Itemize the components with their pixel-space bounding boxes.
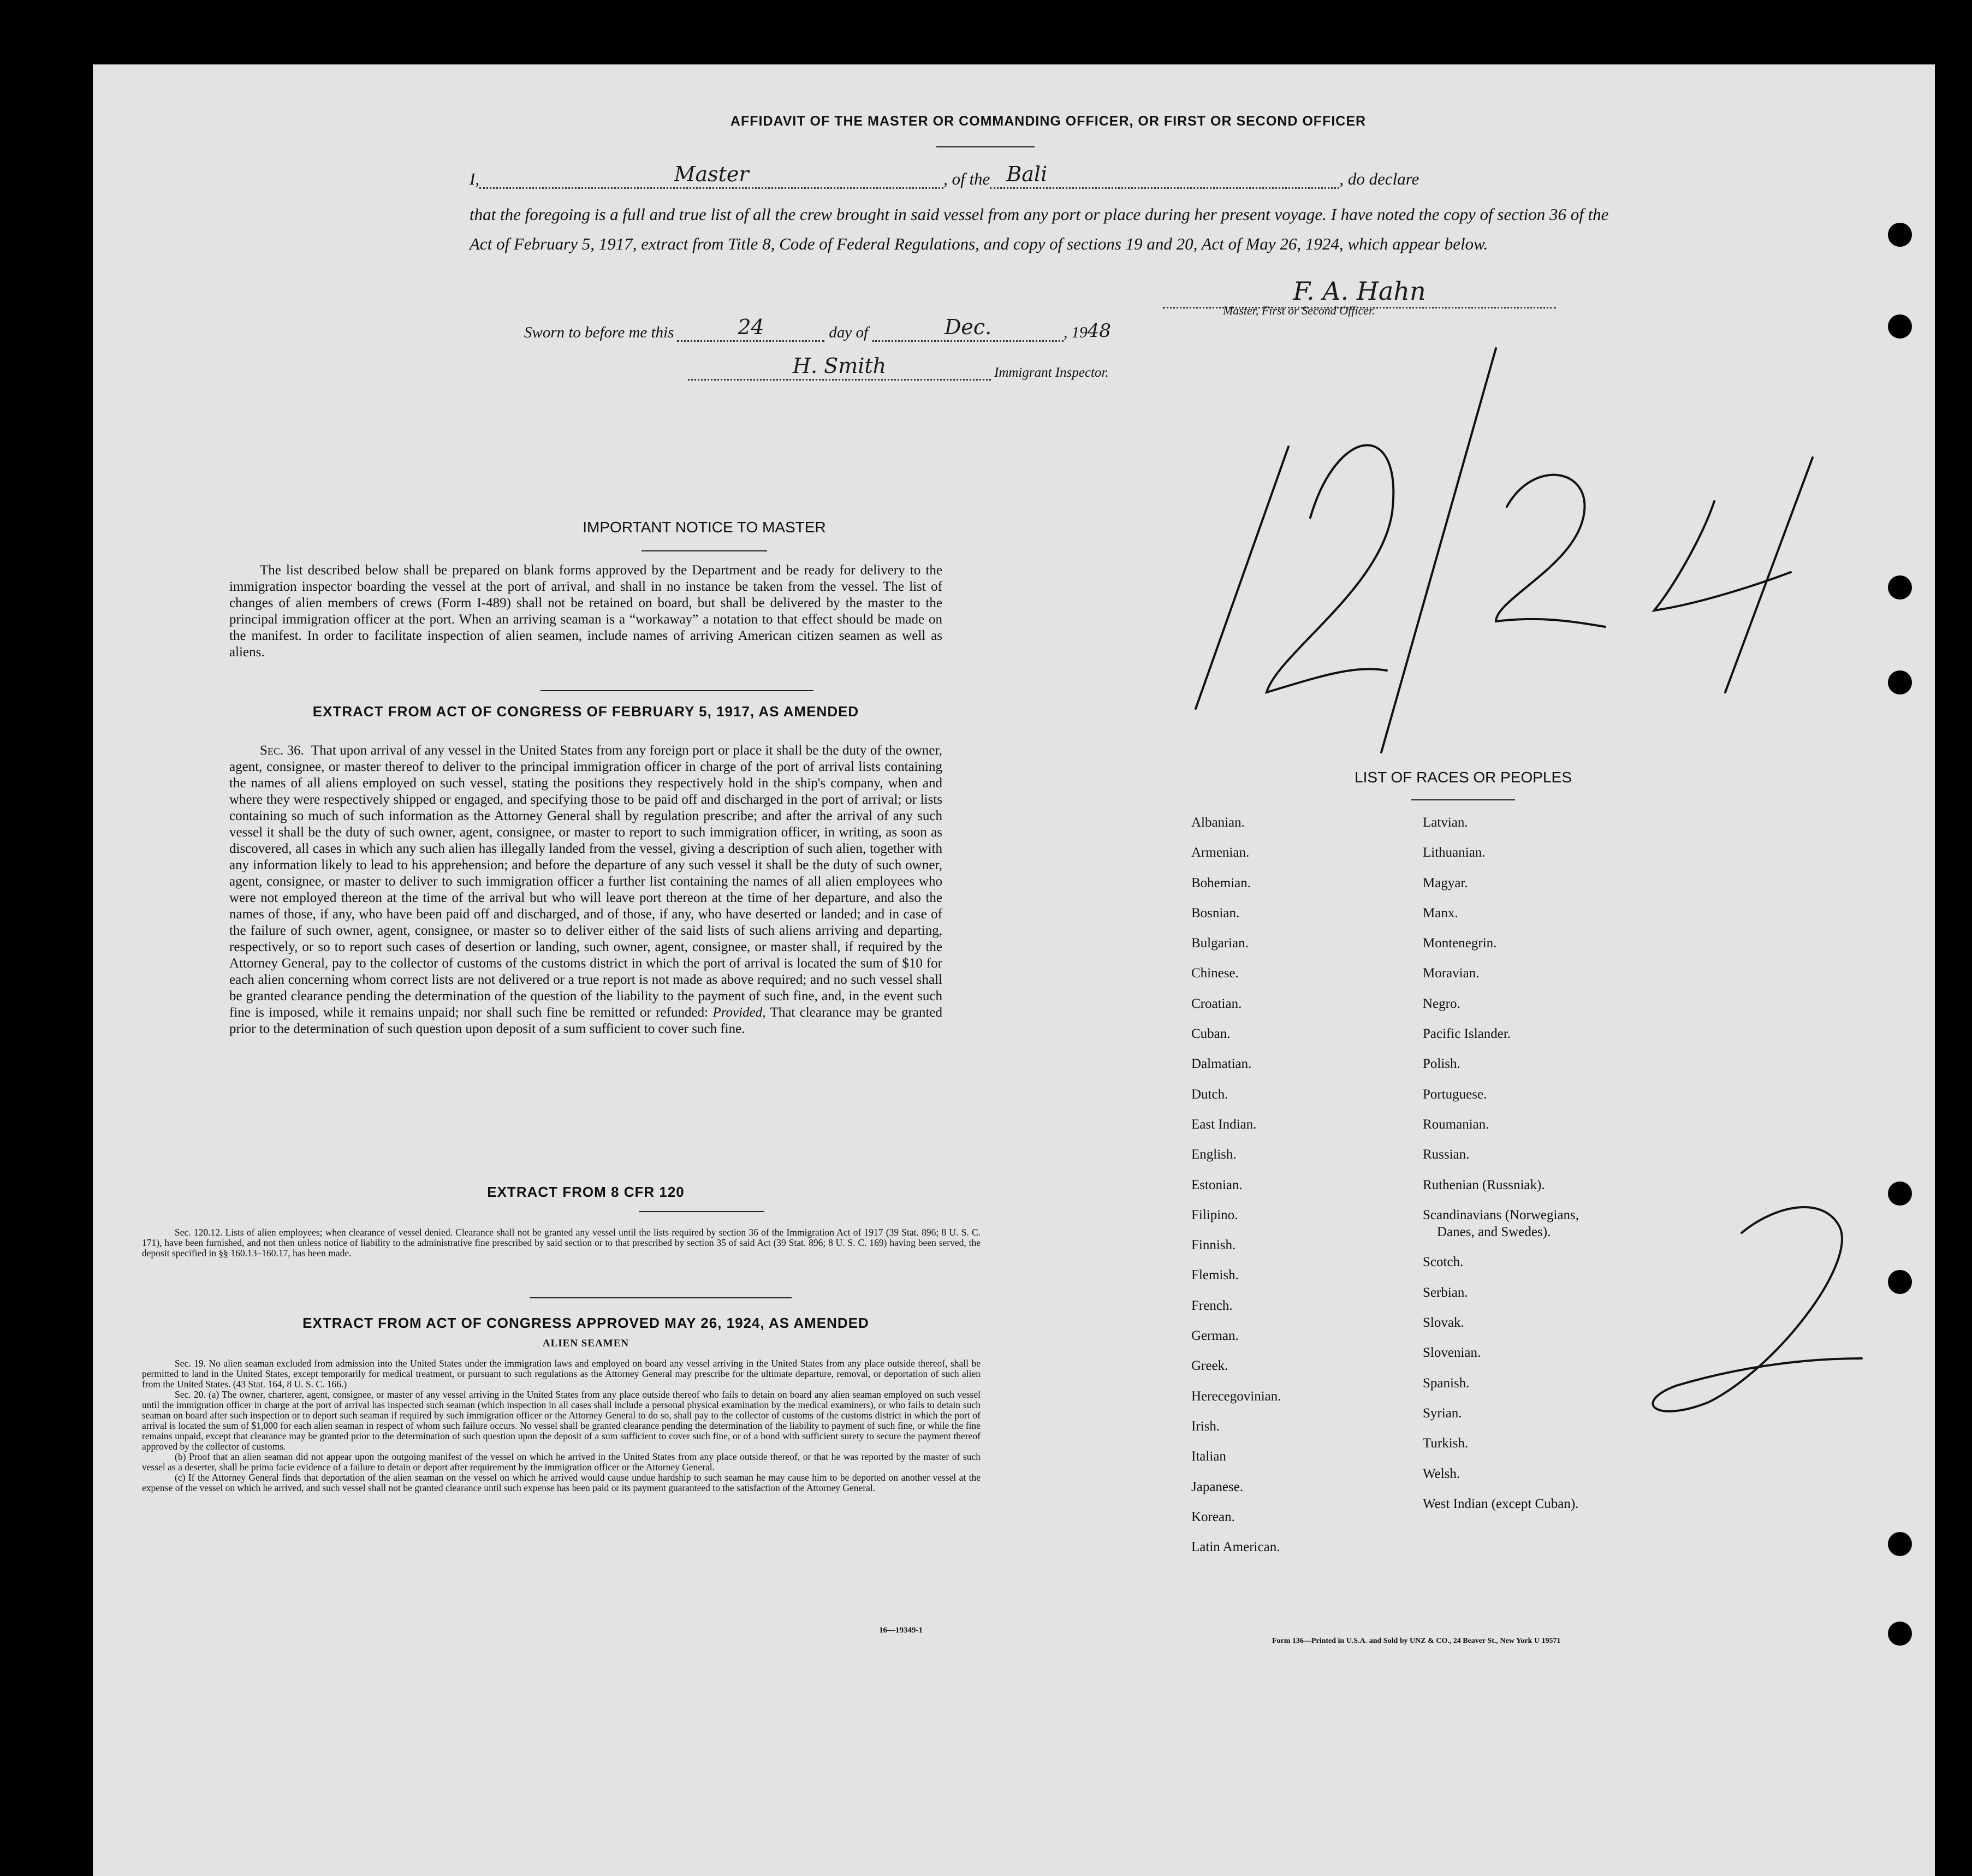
race-item: Cuban. xyxy=(1191,1026,1231,1042)
handwritten-stroke xyxy=(1496,475,1605,627)
signature-caption: Master, First or Second Officer. xyxy=(1223,304,1375,317)
i-label: I, xyxy=(470,169,480,188)
declaration-fill-row xyxy=(470,162,1419,189)
race-item: Scandinavians (Norwegians, xyxy=(1423,1207,1579,1222)
races-left-column xyxy=(1191,815,1281,1570)
sec-36-label: Sec. 36. xyxy=(260,743,304,758)
form-code: 16—19349-1 xyxy=(879,1626,923,1635)
handwritten-page-number-mark xyxy=(1567,1151,1873,1440)
punch-hole xyxy=(1888,1532,1912,1556)
race-item: English. xyxy=(1191,1147,1237,1162)
extract-1924-title: EXTRACT FROM ACT OF CONGRESS APPROVED MAY 26, 1924, AS AMENDED xyxy=(302,1315,869,1331)
provided-label: Provided, xyxy=(712,1005,766,1020)
notice-body: The list described below shall be prepared on blank forms approved by the Department and be ready for delivery to the immigration inspector boarding the vessel at the port of arrival, and shall in no instance be taken from the vessel. The list of changes of alien members of crews (Form I-489) shall not be retained on board, but shall be delivered by the master to the principal immigration officer at the port. When an arriving seaman is a “workaway” a notation to that effect should be made on the manifest. In order to facilitate inspection of alien seamen, include names of arriving American citizen seamen as well as aliens. xyxy=(229,563,942,660)
race-item: Latvian. xyxy=(1423,815,1468,830)
sec-20c-text: (c) If the Attorney General finds that deportation of the alien seaman on the vessel on which he arrived would cause undue hardship to such seaman he may cause him to be deported on another vessel at the expense of the vessel on which he arrived, and such vessel shall not be granted clearance until such expense has been paid or its payment guaranteed to the satisfaction of the Attorney General. xyxy=(142,1472,981,1493)
race-item: Magyar. xyxy=(1423,875,1468,890)
race-item: Croatian. xyxy=(1191,996,1242,1011)
year-prefix: , 19 xyxy=(1064,324,1088,341)
race-item: Finnish. xyxy=(1191,1238,1236,1253)
race-item: Greek. xyxy=(1191,1358,1228,1374)
race-item: Portuguese. xyxy=(1423,1087,1487,1102)
race-item: East Indian. xyxy=(1191,1117,1257,1132)
vessel-handwriting: Bali xyxy=(1006,162,1048,186)
handwritten-stroke xyxy=(1654,501,1791,610)
extract-1917-title: EXTRACT FROM ACT OF CONGRESS OF FEBRUARY 5, 1917, AS AMENDED xyxy=(312,703,859,720)
day-field xyxy=(677,315,824,342)
handwritten-stroke xyxy=(1267,445,1393,692)
race-item: Roumanian. xyxy=(1423,1117,1489,1132)
race-item: Dutch. xyxy=(1191,1087,1228,1102)
inspector-field xyxy=(688,354,991,381)
punch-hole xyxy=(1888,670,1912,694)
race-item: Ruthenian (Russniak). xyxy=(1423,1177,1545,1192)
month-handwriting: Dec. xyxy=(944,315,992,339)
punch-hole xyxy=(1888,223,1912,247)
notice-divider xyxy=(642,550,767,551)
race-item: Slovenian. xyxy=(1423,1345,1481,1361)
race-item: Pacific Islander. xyxy=(1423,1026,1511,1042)
handwritten-stroke xyxy=(1381,348,1496,752)
race-item: Negro. xyxy=(1423,996,1460,1011)
race-item: Albanian. xyxy=(1191,815,1245,830)
extract-cfr-body: Sec. 120.12. Lists of alien employees; when clearance of vessel denied. Clearance shall not be granted any vessel until the lists required by section 36 of the Immigration Act of 1917 (39 Stat. 896; 8 U. S. C. 171), have been furnished, and not then unless notice of liability to the administrative fine prescribed by said section or to that prescribed by section 35 of said Act (39 Stat. 896; 8 U. S. C. 169) having been served, the deposit specified in §§ 160.13–160.17, has been made. xyxy=(142,1227,981,1258)
sworn-row xyxy=(524,315,1111,342)
title-divider xyxy=(936,146,1035,147)
extract-cfr-title: EXTRACT FROM 8 CFR 120 xyxy=(487,1184,685,1200)
notice-title: IMPORTANT NOTICE TO MASTER xyxy=(583,519,826,536)
race-item: Estonian. xyxy=(1191,1177,1243,1192)
affidavit-title: AFFIDAVIT OF THE MASTER OR COMMANDING OFFICER, OR FIRST OR SECOND OFFICER xyxy=(730,114,1367,129)
punch-hole xyxy=(1888,1270,1912,1294)
race-item: Bohemian. xyxy=(1191,875,1251,890)
punch-hole xyxy=(1888,314,1912,339)
punch-hole xyxy=(1888,1622,1912,1646)
race-item: Manx. xyxy=(1423,905,1458,921)
year-handwriting: 48 xyxy=(1087,320,1111,342)
race-item: Scotch. xyxy=(1423,1255,1464,1270)
race-item: Bulgarian. xyxy=(1191,936,1249,951)
of-the-label: , of the xyxy=(943,169,990,188)
race-item: Slovak. xyxy=(1423,1315,1464,1331)
do-declare-label: , do declare xyxy=(1339,169,1419,188)
race-item: Serbian. xyxy=(1423,1285,1468,1300)
handwritten-date-marks xyxy=(1157,261,1840,785)
inspector-caption: Immigrant Inspector. xyxy=(994,365,1109,380)
divider-2 xyxy=(530,1297,792,1298)
divider-1 xyxy=(540,690,813,691)
races-right-column xyxy=(1423,815,1579,1527)
handwritten-stroke xyxy=(1196,447,1288,709)
race-item: Italian xyxy=(1191,1449,1226,1464)
races-title: LIST OF RACES OR PEOPLES xyxy=(1355,769,1572,786)
extract-1924-body xyxy=(142,1358,981,1493)
inspector-row xyxy=(688,354,1109,381)
race-item: German. xyxy=(1191,1328,1239,1344)
inspector-signature: H. Smith xyxy=(792,354,887,378)
officer-handwriting: Master xyxy=(674,162,749,186)
race-item: Armenian. xyxy=(1191,845,1250,860)
race-item: Irish. xyxy=(1191,1418,1220,1434)
day-handwriting: 24 xyxy=(738,315,764,339)
race-item: Flemish. xyxy=(1191,1268,1239,1283)
race-item: Korean. xyxy=(1191,1509,1235,1524)
race-item: Spanish. xyxy=(1423,1375,1470,1391)
declaration-text: that the foregoing is a full and true list of all the crew brought in said vessel from any port or place during her present voyage. I have noted the copy of section 36 of the Act of February 5, 1917, extract from Title 8, Code of Federal Regulations, and copy of sections 19 and 20, Act of May 26, 1924, which appear below. xyxy=(470,205,1609,253)
document-page xyxy=(93,64,1935,1876)
race-item: Russian. xyxy=(1423,1147,1470,1162)
race-item: Dalmatian. xyxy=(1191,1056,1252,1072)
race-item: Japanese. xyxy=(1191,1479,1244,1494)
race-item: Syrian. xyxy=(1423,1405,1462,1421)
race-item: Chinese. xyxy=(1191,966,1239,981)
race-item: Welsh. xyxy=(1423,1466,1460,1481)
month-field xyxy=(872,315,1064,342)
handwritten-stroke xyxy=(1653,1207,1862,1411)
punch-hole xyxy=(1888,575,1912,599)
extract-1924-subtitle: ALIEN SEAMEN xyxy=(542,1338,629,1349)
vessel-field xyxy=(990,162,1339,189)
race-item: Moravian. xyxy=(1423,966,1480,981)
cfr-divider xyxy=(639,1211,764,1212)
race-item: West Indian (except Cuban). xyxy=(1423,1496,1579,1511)
race-item: French. xyxy=(1191,1298,1233,1313)
race-item: Herecegovinian. xyxy=(1191,1388,1281,1404)
master-signature: F. A. Hahn xyxy=(1293,276,1426,306)
race-item: Bosnian. xyxy=(1191,905,1240,921)
form-footer: Form 136—Printed in U.S.A. and Sold by UNZ & CO., 24 Beaver St., New York U 19571 xyxy=(1272,1637,1561,1645)
race-item: Danes, and Swedes). xyxy=(1437,1225,1551,1240)
race-item: Latin American. xyxy=(1191,1540,1280,1555)
sec-20a-text: Sec. 20. (a) The owner, charterer, agent, consignee, or master of any vessel arriving in the United States from any place outside thereof who fails to detain on board any alien seaman employed on such vessel until the immigration officer in charge at the port of arrival has inspected such seaman (which inspection in all cases shall include a personal physical examination by the medical examiners), or who fails to detain such seaman on board after such inspection or to deport such seaman if required by such immigration officer or the Attorney General to do so, shall pay to the collector of customs of the customs district in which the port of arrival is located the sum of $1,000 for each alien seaman in respect of whom such failure occurs. No vessel shall be granted clearance pending the determination of the liability to payment of such fine, or while the fine remains unpaid, except that clearance may be granted prior to the determination of such question upon the deposit of a sum sufficient to cover such fine, or of a bond with sufficient surety to secure the payment thereof approved by the collector of customs. xyxy=(142,1389,981,1452)
race-item: Lithuanian. xyxy=(1423,845,1486,860)
sworn-label: Sworn to before me this xyxy=(524,324,674,341)
sec-36-text: That upon arrival of any vessel in the United States from any foreign port or place it shall be the duty of the owner, agent, consignee, or master thereof to deliver to the principal immigration officer in charge of the port of arrival lists containing the names of all aliens employed on such vessel, stating the positions they respectively hold in the ship's company, when and where they were respectively shipped or engaged, and specifying those to be paid off and discharged in the port of arrival; or lists containing so much of such information as the Attorney General shall by regulation prescribe; and after the arrival of any such vessel it shall be the duty of such owner, agent, consignee, or master to report to such immigration officer, in writing, as soon as discovered, all cases in which any such alien has illegally landed from the vessel, giving a description of such alien, together with any information likely to lead to his apprehension; and before the departure of any such vessel it shall be the duty of such owner, agent, consignee, or master to deliver to such immigration officer a further list containing the names of all alien employees who were not employed thereon at the time of the arrival but who will leave port thereon at the time of her departure, and also the names of those, if any, who have been paid off and discharged, and of those, if any, who have deserted or landed; and in case of the failure of such owner, agent, consignee, or master so to deliver either of the said lists of such aliens arriving and departing, respectively, or so to report such cases of desertion or landing, such owner, agent, consignee, or master shall, if required by the Attorney General, pay to the collector of customs of the customs district in which the port of arrival is located the sum of $10 for each alien concerning whom correct lists are not delivered or a true report is not made as above required; and no such vessel shall be granted clearance pending the determination of the question of the liability to the payment of such fine, and, in the event such fine is imposed, while it remains unpaid; nor shall such fine be remitted or refunded: xyxy=(229,743,943,1020)
race-item: Filipino. xyxy=(1191,1207,1238,1222)
sec-19-text: Sec. 19. No alien seaman excluded from admission into the United States under the immigration laws and employed on board any vessel arriving in the United States from any place outside thereof, shall be permitted to land in the United States, except temporarily for medical treatment, or pursuant to such regulations as the Attorney General may prescribe for the ultimate departure, removal, or deportation of such alien from the United States. (43 Stat. 164, 8 U. S. C. 166.) xyxy=(142,1358,981,1390)
day-of-label: day of xyxy=(829,324,869,341)
race-item: Turkish. xyxy=(1423,1436,1469,1451)
race-item: Polish. xyxy=(1423,1056,1460,1072)
extract-1917-body xyxy=(229,743,942,1037)
officer-field xyxy=(479,162,943,189)
handwritten-stroke xyxy=(1725,458,1813,692)
punch-hole xyxy=(1888,1182,1912,1206)
sec-20b-text: (b) Proof that an alien seaman did not appear upon the outgoing manifest of the vessel on which he arrived in the United States from any place outside thereof, or that he was reported by the master of such vessel as a deserter, shall be prima facie evidence of a failure to detain or deport after requirement by the immigration officer or the Attorney General. xyxy=(142,1451,981,1473)
sec-36-text-end: That clearance may be granted prior to the determination of such question upon deposit of a sum sufficient to cover such fine. xyxy=(229,1005,942,1036)
races-divider xyxy=(1411,799,1515,800)
race-item: Montenegrin. xyxy=(1423,936,1497,951)
